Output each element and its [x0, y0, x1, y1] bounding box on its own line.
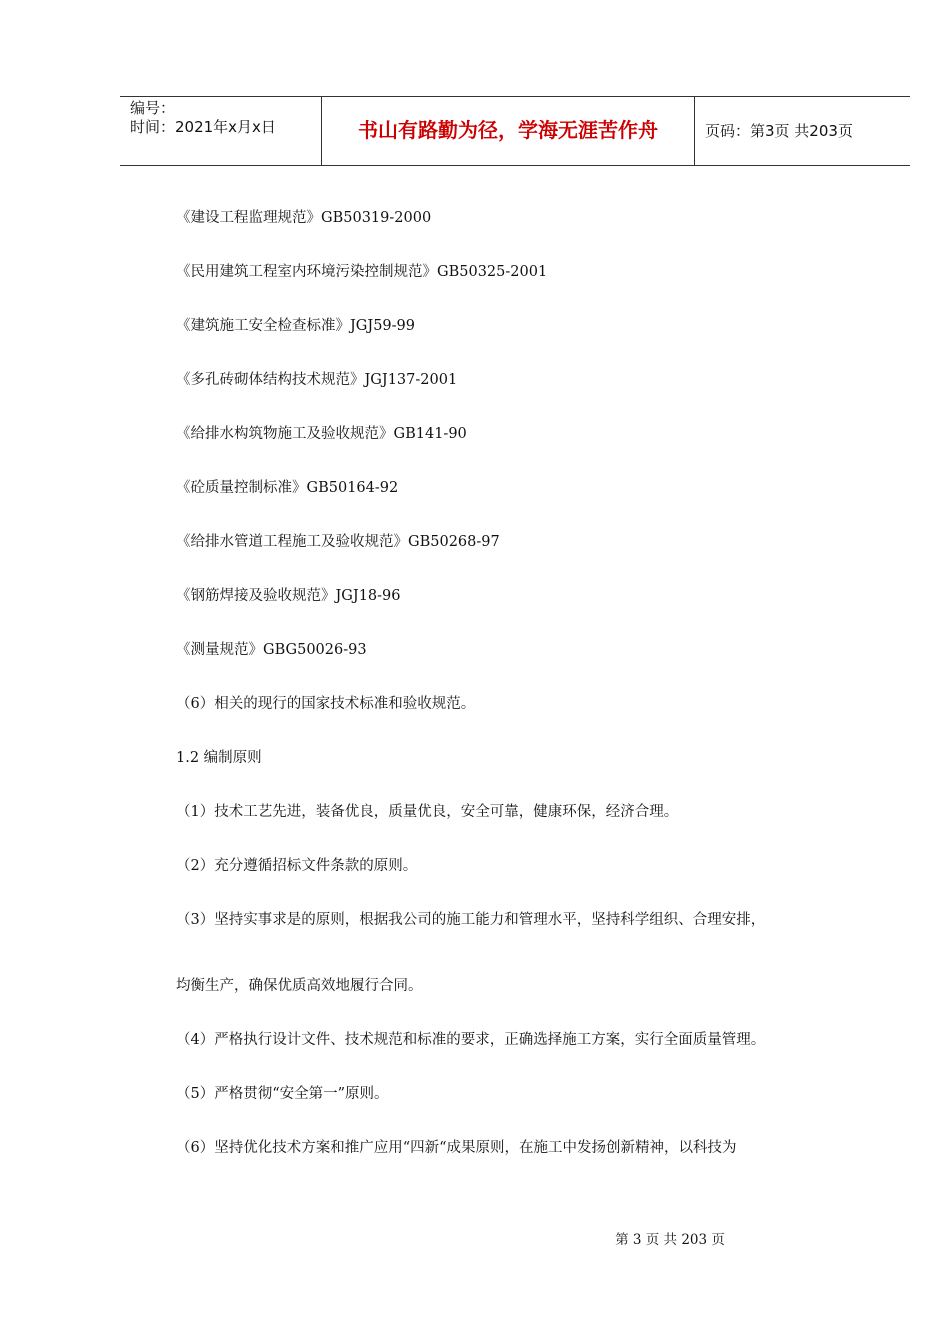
body-line: 《建设工程监理规范》GB50319-2000	[176, 210, 432, 226]
header-motto: 书山有路勤为径，学海无涯苦作舟	[358, 118, 658, 142]
document-time-label: 时间：2021年x月x日	[130, 118, 276, 136]
body-line: （2）充分遵循招标文件条款的原则。	[176, 858, 418, 874]
body-line: （6）相关的现行的国家技术标准和验收规范。	[176, 696, 476, 712]
section-heading: 1.2 编制原则	[176, 750, 262, 766]
page-footer: 第 3 页 共 203 页	[615, 1232, 725, 1248]
header-page-cell	[695, 97, 910, 165]
body-line: （4）严格执行设计文件、技术规范和标准的要求，正确选择施工方案，实行全面质量管理。	[176, 1032, 766, 1048]
body-line: 《钢筋焊接及验收规范》JGJ18-96	[176, 588, 401, 604]
header-motto-cell	[322, 97, 695, 165]
header-page-number: 页码：第3页 共203页	[705, 122, 853, 140]
body-line: 《多孔砖砌体结构技术规范》JGJ137-2001	[176, 372, 458, 388]
body-line: 《给排水构筑物施工及验收规范》GB141-90	[176, 426, 467, 442]
body-line: （5）严格贯彻“安全第一”原则。	[176, 1086, 389, 1102]
header-meta-cell	[120, 97, 322, 165]
body-line: 《建筑施工安全检查标准》JGJ59-99	[176, 318, 416, 334]
body-line: （1）技术工艺先进，装备优良，质量优良，安全可靠，健康环保，经济合理。	[176, 804, 679, 820]
body-line: （3）坚持实事求是的原则，根据我公司的施工能力和管理水平，坚持科学组织、合理安排，	[176, 912, 766, 928]
page-header	[120, 96, 910, 166]
body-line: 《测量规范》GBG50026-93	[176, 642, 367, 658]
body-line: （6）坚持优化技术方案和推广应用“四新“成果原则，在施工中发扬创新精神，以科技为	[176, 1140, 737, 1156]
body-line: 均衡生产，确保优质高效地履行合同。	[176, 978, 423, 994]
document-number-label: 编号：	[130, 99, 176, 117]
body-line: 《给排水管道工程施工及验收规范》GB50268-97	[176, 534, 500, 550]
body-line: 《砼质量控制标准》GB50164-92	[176, 480, 399, 496]
body-line: 《民用建筑工程室内环境污染控制规范》GB50325-2001	[176, 264, 548, 280]
